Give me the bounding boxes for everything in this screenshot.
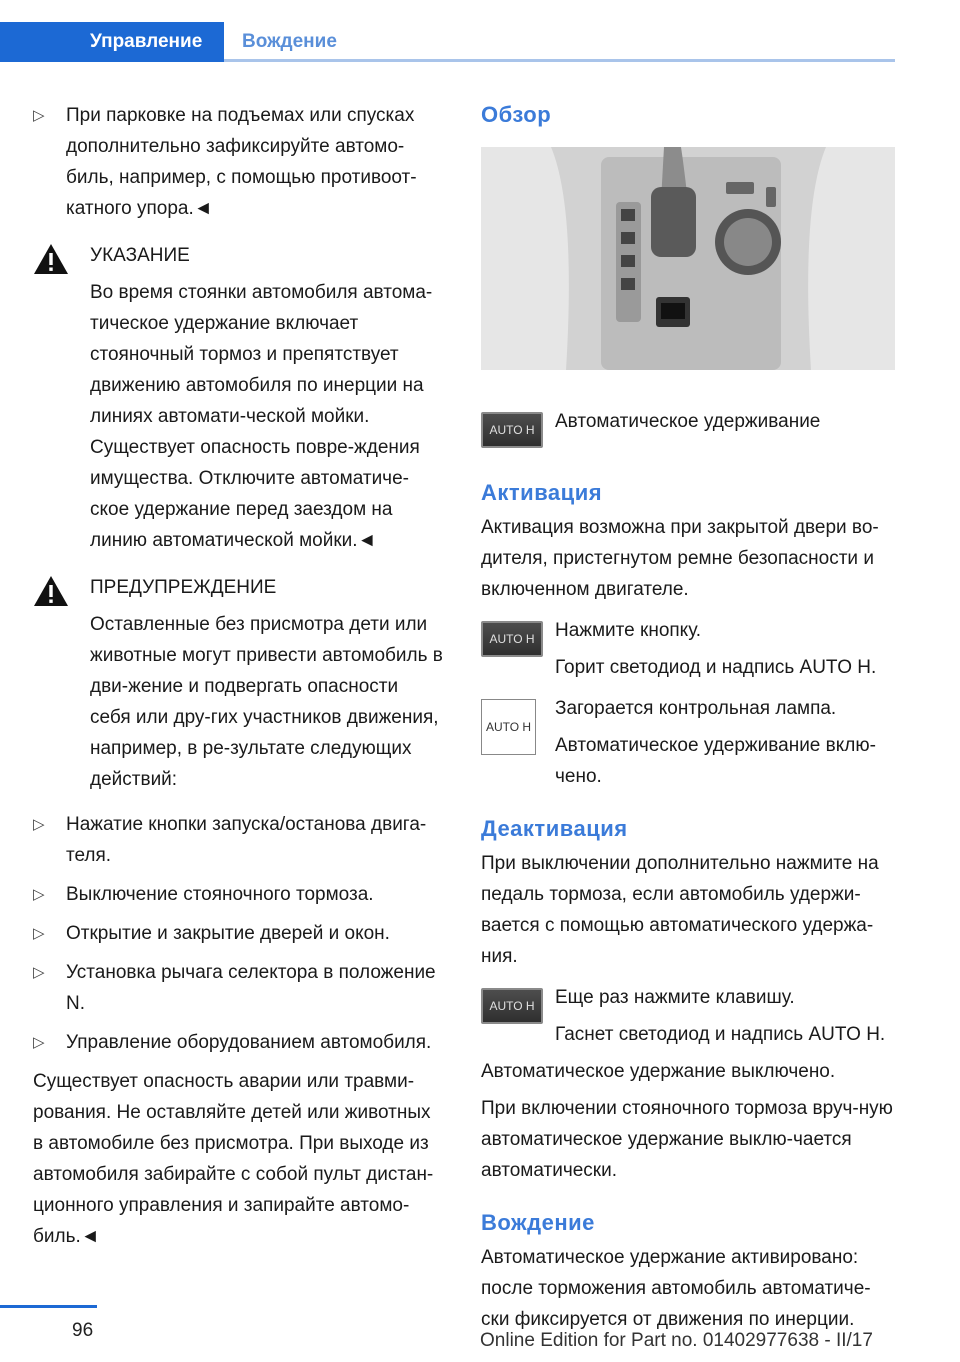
- press-button-text: Нажмите кнопку.: [555, 620, 702, 641]
- auto-h-button[interactable]: AUTO H: [481, 621, 543, 657]
- list-item: [33, 1027, 443, 1058]
- page-number: 96: [72, 1320, 94, 1341]
- bullet-triangle-icon: [33, 1027, 45, 1058]
- deactivation-text: При выключении дополнительно нажмите на педаль тормоза, если автомобиль удержи-вается с помощью автоматического удержа-ния.: [481, 853, 879, 967]
- hold-off-text: Автоматическое удержание выключено.: [481, 1061, 836, 1082]
- activation-step: [481, 615, 895, 683]
- chapter-header: [0, 22, 895, 62]
- list-item: [33, 918, 443, 949]
- heading-deactivation: Деактивация: [481, 816, 628, 841]
- note-title: УКАЗАНИЕ: [90, 245, 190, 266]
- bullet-triangle-icon: [33, 100, 45, 131]
- right-column: [481, 100, 895, 1335]
- bullet-text: Управление оборудованием автомобиля.: [66, 1032, 432, 1053]
- auto-h-indicator-lamp: AUTO H: [481, 699, 536, 755]
- bullet-text: При парковке на подъемах или спусках дополнительно зафиксируйте автомо-биль, например, с помощью противоот-катного упора.◄: [66, 105, 417, 219]
- warning-triangle-icon: [33, 243, 69, 275]
- deactivation-step: [481, 982, 895, 1050]
- list-item: [33, 809, 443, 871]
- center-console-photo: [481, 147, 895, 370]
- warning-title: ПРЕДУПРЕЖДЕНИЕ: [90, 577, 277, 598]
- tab-vozhdenie[interactable]: [224, 22, 895, 62]
- overview-auto-h-row: [481, 406, 895, 456]
- indicator-step: [481, 693, 895, 792]
- edition-text: Online Edition for Part no. 01402977638 - II/17: [480, 1330, 873, 1351]
- bullet-triangle-icon: [33, 879, 45, 910]
- note-body: Во время стоянки автомобиля автома-тическое удержание включает стояночный тормоз и препятствует движению автомобиля по инерции на линиях автомати-ческой мойки. Существует опасность повре-ждения имущества. Отключите автоматиче-ское удержание перед заездом на линию автоматической мойки.◄: [90, 282, 433, 551]
- led-on-text: Горит светодиод и надпись AUTO H.: [555, 657, 877, 678]
- bullet-text: Открытие и закрытие дверей и окон.: [66, 923, 390, 944]
- heading-driving: Вождение: [481, 1210, 595, 1235]
- overview-caption: Автоматическое удерживание: [555, 411, 821, 432]
- tab-upravlenie-label: Управление: [90, 31, 203, 52]
- list-item: [33, 957, 443, 1019]
- warning-body: Оставленные без присмотра дети или животные могут привести автомобиль в дви-жение и подвергать опасности себя или дру-гих участников движения, например, в ре-зультате следующих действий:: [90, 614, 443, 790]
- tab-vozhdenie-label: Вождение: [242, 31, 337, 52]
- tab-upravlenie[interactable]: [0, 22, 224, 62]
- bullet-triangle-icon: [33, 809, 45, 840]
- left-column: [33, 100, 443, 1252]
- bullet-triangle-icon: [33, 957, 45, 988]
- activation-text: Активация возможна при закрытой двери во-дителя, пристегнутом ремне безопасности и включенном двигателе.: [481, 517, 879, 600]
- warning-triangle-icon: [33, 575, 69, 607]
- warning-block: [33, 572, 443, 795]
- bullet-text: Установка рычага селектора в положение N.: [66, 962, 436, 1014]
- auto-h-button[interactable]: AUTO H: [481, 412, 543, 448]
- driving-text: Автоматическое удержание активировано: после торможения автомобиль автоматиче-ски фиксируется от движения по инерции.: [481, 1247, 871, 1330]
- hold-on-text: Автоматическое удерживание вклю-чено.: [555, 735, 876, 787]
- auto-h-button[interactable]: AUTO H: [481, 988, 543, 1024]
- bullet-triangle-icon: [33, 918, 45, 949]
- note-block: [33, 240, 443, 556]
- parking-brake-text: При включении стояночного тормоза вруч-ную автоматическое удержание выклю-чается автоматически.: [481, 1098, 893, 1181]
- heading-overview: Обзор: [481, 102, 552, 127]
- list-item: [33, 100, 443, 224]
- led-off-text: Гаснет светодиод и надпись AUTO H.: [555, 1024, 886, 1045]
- bullet-text: Выключение стояночного тормоза.: [66, 884, 374, 905]
- list-item: [33, 879, 443, 910]
- bullet-text: Нажатие кнопки запуска/останова двига-теля.: [66, 814, 427, 866]
- press-again-text: Еще раз нажмите клавишу.: [555, 987, 795, 1008]
- heading-activation: Активация: [481, 480, 603, 505]
- warning-closing-text: Существует опасность аварии или травми-рования. Не оставляйте детей или животных в автомобиле без присмотра. При выходе из автомобиля забирайте с собой пульт дистан-ционного управления и запирайте автомо-биль.◄: [33, 1071, 434, 1247]
- footer-divider: [0, 1305, 97, 1308]
- lamp-on-text: Загорается контрольная лампа.: [555, 698, 837, 719]
